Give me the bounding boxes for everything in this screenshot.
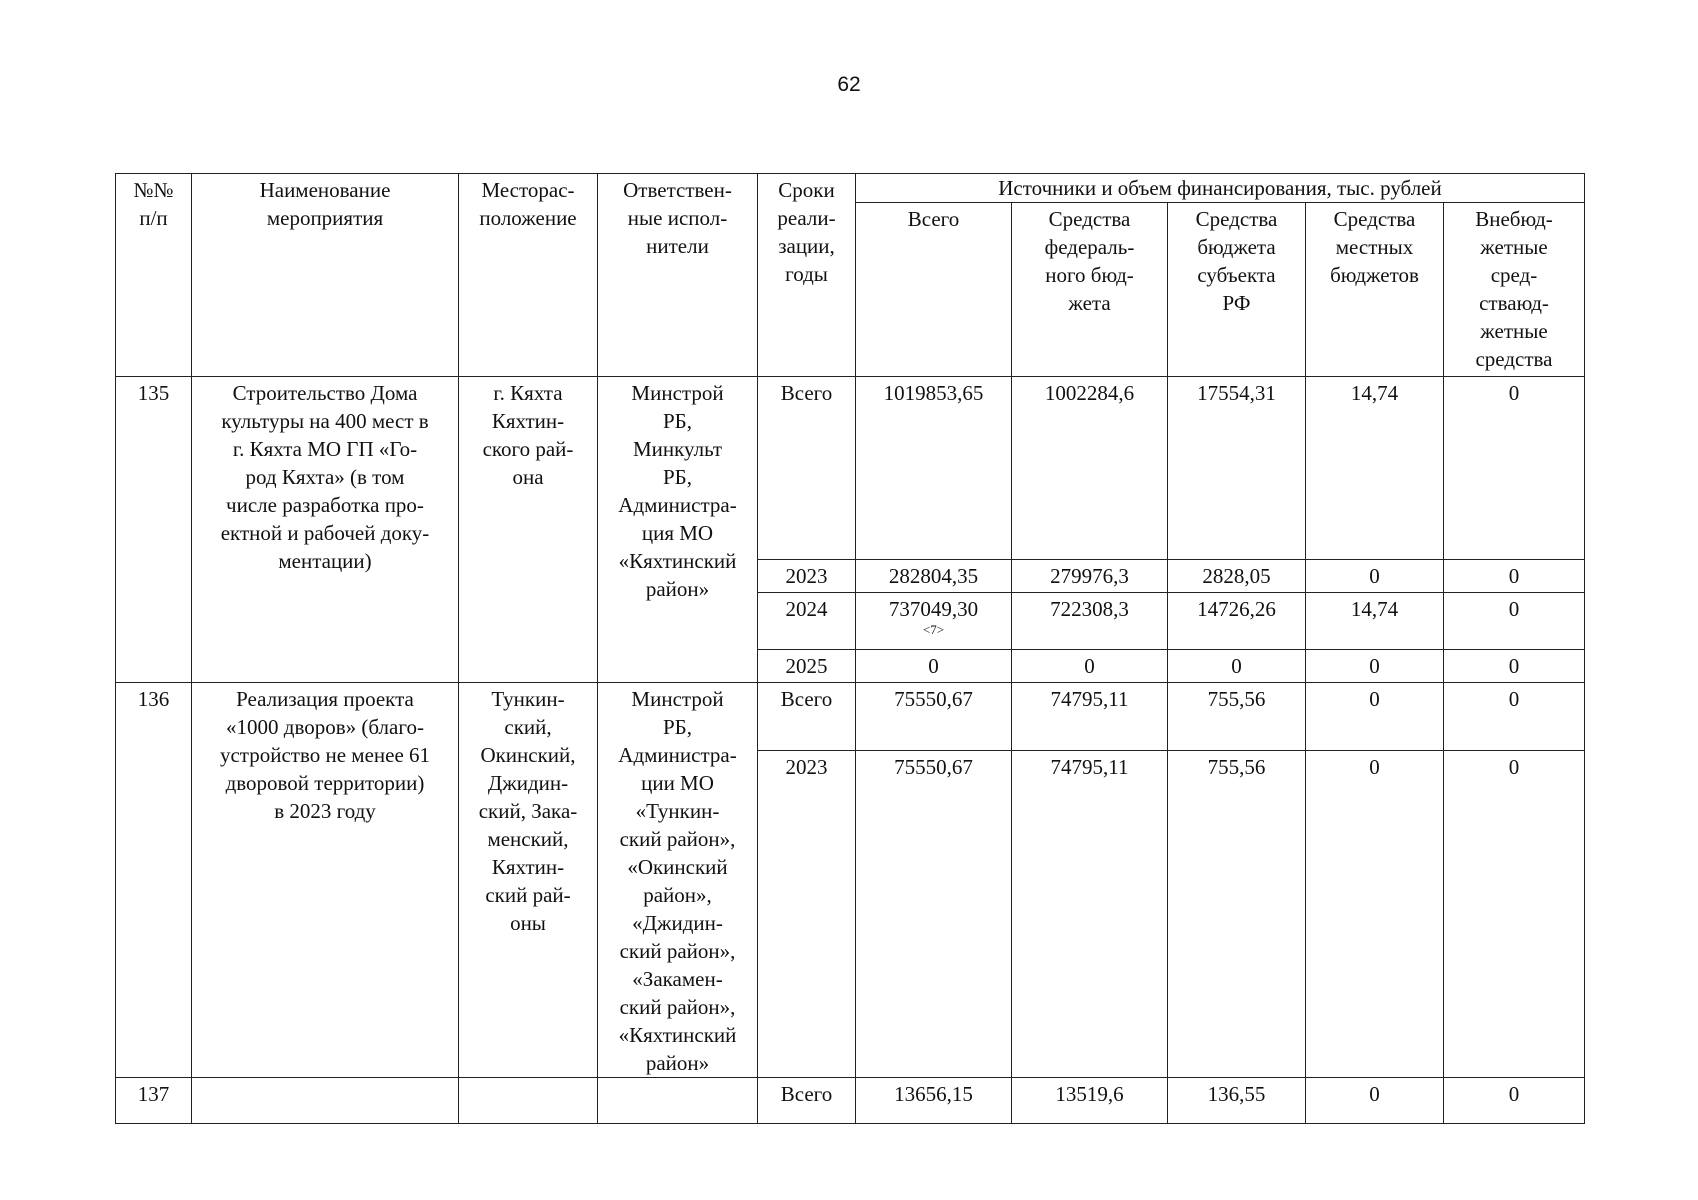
cell-value: 2023 xyxy=(785,564,828,588)
cell-num: 135 xyxy=(116,377,192,683)
cell-value: 13519,6 xyxy=(1055,1082,1124,1106)
cell-value: 74795,11 xyxy=(1050,687,1129,711)
cell-local xyxy=(1306,593,1444,650)
cell-total xyxy=(856,593,1012,650)
cell-total xyxy=(856,683,1012,751)
cell-extra xyxy=(1444,377,1585,560)
cell-subject xyxy=(1168,683,1306,751)
cell-total xyxy=(856,377,1012,560)
cell-term xyxy=(758,650,856,683)
cell-value: 17554,31 xyxy=(1197,381,1276,405)
header-name: Наименование мероприятия xyxy=(192,174,459,377)
cell-total xyxy=(856,650,1012,683)
cell-value: Всего xyxy=(780,1082,833,1106)
cell-executors: Минстрой РБ, Администра- ции МО «Тункин- ский район», «Окинский район», «Джидин- ский район», «Закамен- ский район», «Кяхтинский район» xyxy=(598,683,758,1078)
financing-table xyxy=(115,173,1585,1124)
cell-value: 0 xyxy=(1369,687,1380,711)
cell-value: 136,55 xyxy=(1207,1082,1266,1106)
cell-value: 279976,3 xyxy=(1050,564,1129,588)
cell-value: 0 xyxy=(1508,564,1520,588)
cell-value: 14726,26 xyxy=(1197,597,1276,621)
cell-federal xyxy=(1012,1078,1168,1124)
cell-executors xyxy=(598,1078,758,1124)
cell-value: 1002284,6 xyxy=(1044,381,1135,405)
cell-location: Тункин- ский, Окинский, Джидин- ский, Зака- менский, Кяхтин- ский рай- оны xyxy=(459,683,598,1078)
cell-name xyxy=(192,1078,459,1124)
cell-federal xyxy=(1012,650,1168,683)
cell-value: 0 xyxy=(1369,755,1380,780)
cell-term xyxy=(758,751,856,1078)
cell-local xyxy=(1306,751,1444,1078)
header-subject: Средства бюджета субъекта РФ xyxy=(1168,203,1306,377)
cell-value: Всего xyxy=(780,687,833,711)
cell-location: г. Кяхта Кяхтин- ского рай- она xyxy=(459,377,598,683)
cell-extra xyxy=(1444,593,1585,650)
cell-extra xyxy=(1444,683,1585,751)
cell-local xyxy=(1306,683,1444,751)
cell-value: 2828,05 xyxy=(1202,564,1271,588)
cell-federal xyxy=(1012,683,1168,751)
cell-total xyxy=(856,1078,1012,1124)
table-row xyxy=(116,683,1585,751)
cell-subject xyxy=(1168,593,1306,650)
table-row xyxy=(116,1078,1585,1124)
cell-term xyxy=(758,560,856,593)
cell-value: 737049,30 xyxy=(888,597,979,621)
cell-num: 136 xyxy=(116,683,192,1078)
cell-federal xyxy=(1012,560,1168,593)
cell-value: 75550,67 xyxy=(894,755,973,780)
header-extra: Внебюд- жетные сред- стваюд- жетные средства xyxy=(1444,203,1585,377)
cell-value: 2025 xyxy=(785,654,828,678)
header-total: Всего xyxy=(856,203,1012,377)
cell-subject xyxy=(1168,1078,1306,1124)
cell-subject xyxy=(1168,377,1306,560)
cell-value: 0 xyxy=(1369,564,1380,588)
cell-total xyxy=(856,751,1012,1078)
cell-subject xyxy=(1168,560,1306,593)
cell-federal xyxy=(1012,751,1168,1078)
cell-value: 14,74 xyxy=(1350,597,1399,621)
table-row xyxy=(116,377,1585,560)
cell-value: 282804,35 xyxy=(888,564,979,588)
page-number: 62 xyxy=(837,73,861,96)
cell-value: 0 xyxy=(1508,1082,1520,1106)
header-local: Средства местных бюджетов xyxy=(1306,203,1444,377)
cell-executors: Минстрой РБ, Минкульт РБ, Администра- ция МО «Кяхтинский район» xyxy=(598,377,758,683)
header-num: №№ п/п xyxy=(116,174,192,377)
cell-value: 0 xyxy=(1508,381,1520,405)
cell-local xyxy=(1306,650,1444,683)
cell-federal xyxy=(1012,377,1168,560)
cell-local xyxy=(1306,377,1444,560)
cell-extra xyxy=(1444,1078,1585,1124)
cell-value: Всего xyxy=(780,381,833,405)
cell-value: 0 xyxy=(1369,1082,1380,1106)
cell-value: 0 xyxy=(928,654,939,678)
cell-value: 722308,3 xyxy=(1050,597,1129,621)
cell-extra xyxy=(1444,650,1585,683)
cell-term xyxy=(758,593,856,650)
cell-local xyxy=(1306,560,1444,593)
header-finance-group: Источники и объем финансирования, тыс. рублей xyxy=(856,174,1585,203)
cell-total xyxy=(856,560,1012,593)
cell-value: 755,56 xyxy=(1207,687,1266,711)
cell-name: Реализация проекта «1000 дворов» (благо- устройство не менее 61 дворовой территории) в 2023 году xyxy=(192,683,459,1078)
cell-name: Строительство Дома культуры на 400 мест в г. Кяхта МО ГП «Го- род Кяхта» (в том числе разработка про- ектной и рабочей доку- ментации) xyxy=(192,377,459,683)
cell-location xyxy=(459,1078,598,1124)
cell-value: 0 xyxy=(1369,654,1380,678)
cell-value: 75550,67 xyxy=(894,687,973,711)
cell-value: 0 xyxy=(1508,687,1520,711)
header-executors: Ответствен- ные испол- нители xyxy=(598,174,758,377)
cell-extra xyxy=(1444,751,1585,1078)
cell-value: 0 xyxy=(1508,597,1520,621)
table-body xyxy=(116,377,1585,1124)
cell-value: 74795,11 xyxy=(1050,755,1129,780)
cell-value: 14,74 xyxy=(1350,381,1399,405)
cell-term xyxy=(758,683,856,751)
cell-value: 0 xyxy=(1084,654,1095,678)
cell-value: 0 xyxy=(1508,755,1520,780)
cell-num: 137 xyxy=(116,1078,192,1124)
cell-value: 1019853,65 xyxy=(883,381,984,405)
cell-local xyxy=(1306,1078,1444,1124)
cell-term xyxy=(758,377,856,560)
header-location: Месторас- положение xyxy=(459,174,598,377)
header-terms: Сроки реали- зации, годы xyxy=(758,174,856,377)
header-federal: Средства федераль- ного бюд- жета xyxy=(1012,203,1168,377)
cell-value: 0 xyxy=(1231,654,1242,678)
cell-value: 13656,15 xyxy=(894,1082,973,1106)
cell-subject xyxy=(1168,751,1306,1078)
cell-value: 2023 xyxy=(785,755,828,780)
footnote-marker: <7> xyxy=(922,622,945,637)
cell-value: 755,56 xyxy=(1207,755,1266,780)
cell-subject xyxy=(1168,650,1306,683)
cell-federal xyxy=(1012,593,1168,650)
cell-value: 0 xyxy=(1508,654,1520,678)
cell-extra xyxy=(1444,560,1585,593)
cell-value: 2024 xyxy=(785,597,828,621)
cell-term xyxy=(758,1078,856,1124)
